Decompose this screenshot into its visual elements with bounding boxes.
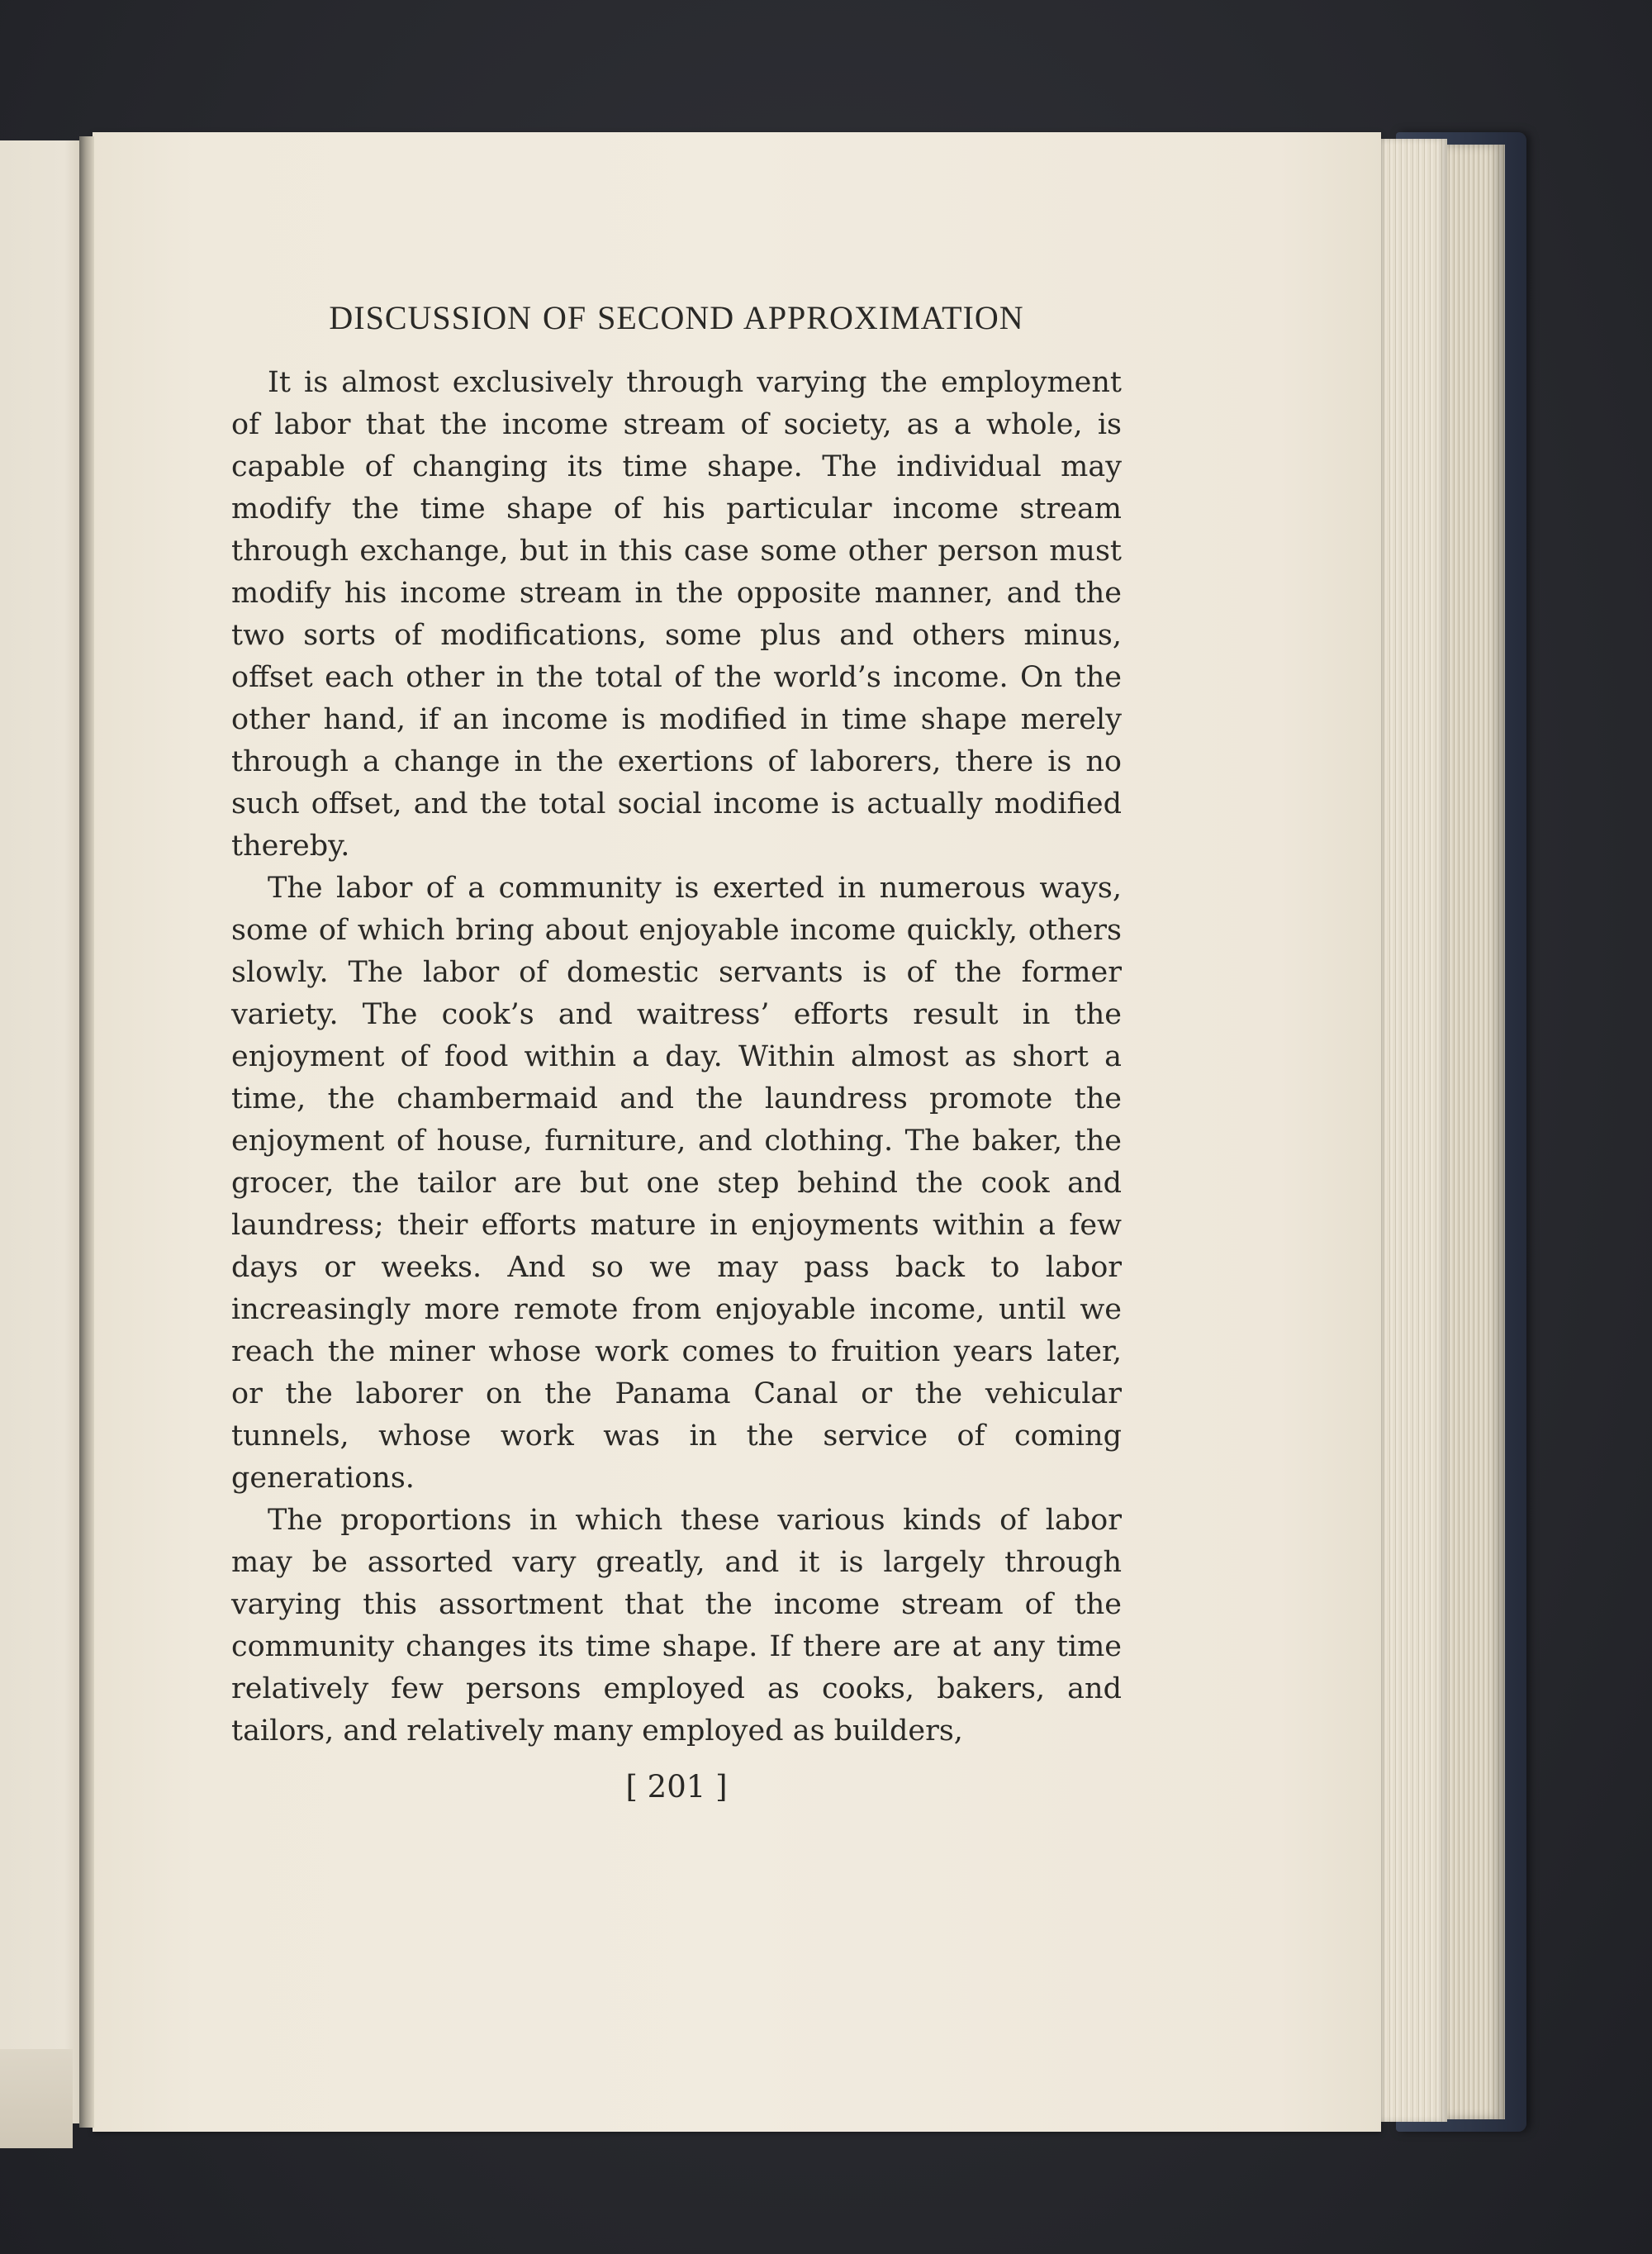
paragraph-2: The labor of a community is exerted in numerous ways, some of which bring about enjoyable income quickly, others slowly. The labor of domestic servants is of the former variety. The cook’s and waitress’ efforts result in the enjoyment of food within a day. Within almost as short a time, the chambermaid and the laundress promote the enjoyment of house, furniture, and clothing. The baker, the grocer, the tailor are but one step behind the cook and laundress; their efforts mature in enjoyments within a few days or weeks. And so we may pass back to labor increasingly more remote from enjoyable income, until we reach the miner whose work comes to fruition years later, or the laborer on the Panama Canal or the vehicular tunnels, whose work was in the service of coming generations. (231, 872, 1122, 1495)
paragraph-1: It is almost exclusively through varying the employment of labor that the income stream of society, as a whole, is capable of changing its time shape. The individual may modify the time shape of his particular income stream through exchange, but in this case some other person must modify his income stream in the opposite manner, and the two sorts of modifications, some plus and others minus, offset each other in the total of the world’s income. On the other hand, if an income is modified in time shape merely through a change in the exertions of laborers, there is no such offset, and the total social income is actually modified thereby. (231, 366, 1122, 863)
text-block-edge (1381, 139, 1447, 2122)
page-text-column (231, 297, 1122, 1805)
gutter (79, 136, 94, 2128)
paragraph-3: The proportions in which these various kinds of labor may be assorted vary greatly, and it is largely through varying this assortment that the income stream of the community changes its time shape. If there are at any time relatively few persons employed as cooks, bakers, and tailors, and relatively many employed as builders, (231, 1504, 1122, 1748)
page-number: [ 201 ] (625, 1769, 728, 1805)
facing-page-corner (0, 2049, 73, 2148)
facing-page-edge (0, 140, 81, 2123)
running-head: DISCUSSION OF SECOND APPROXIMATION (329, 299, 1024, 336)
text-block-edge-outer (1447, 145, 1505, 2119)
